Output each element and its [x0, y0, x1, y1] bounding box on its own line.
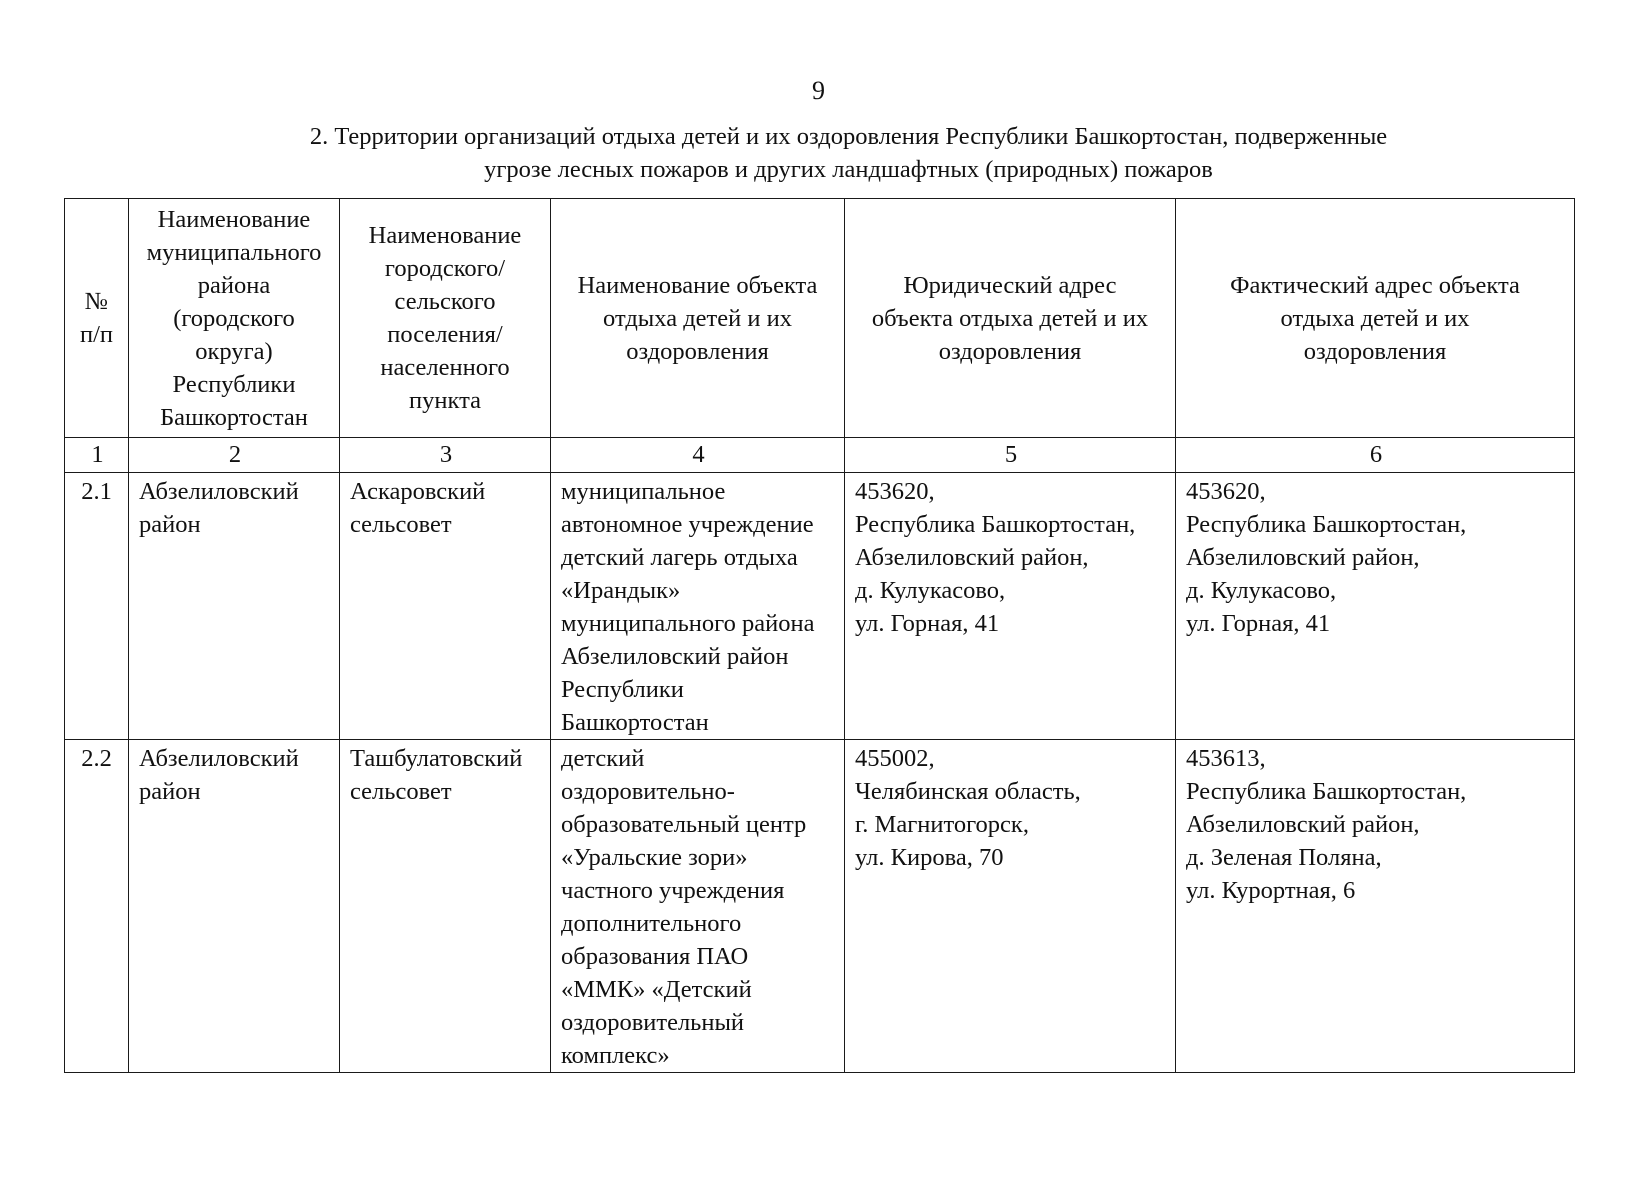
table-header-row [65, 199, 1575, 438]
object-cell: муниципальное автономное учреждение детский лагерь отдыха «Ирандык» муниципального района Абзелиловский район Республики Башкортостан [551, 473, 845, 740]
header-settlement: Наименование городского/ сельского поселения/ населенного пункта [340, 199, 551, 438]
column-number: 2 [129, 438, 340, 473]
header-actual-address: Фактический адрес объекта отдыха детей и их оздоровления [1176, 199, 1575, 438]
header-number: № п/п [65, 199, 129, 438]
table-row [65, 740, 1575, 1073]
page-number: 9 [812, 76, 825, 105]
header-district: Наименование муниципального района (городского округа) Республики Башкортостан [129, 199, 340, 438]
header-object: Наименование объекта отдыха детей и их оздоровления [551, 199, 845, 438]
object-cell: детский оздоровительно- образовательный центр «Уральские зори» частного учреждения дополнительного образования ПАО «ММК» «Детский оздоровительный комплекс» [551, 740, 845, 1073]
territories-table [64, 198, 1575, 1073]
column-number: 6 [1176, 438, 1575, 473]
column-number: 3 [340, 438, 551, 473]
legal-address-cell: 455002, Челябинская область, г. Магнитогорск, ул. Кирова, 70 [845, 740, 1176, 1073]
column-number-row [65, 438, 1575, 473]
settlement-cell: Ташбулатовский сельсовет [340, 740, 551, 1073]
column-number: 1 [65, 438, 129, 473]
column-number: 5 [845, 438, 1176, 473]
table-row [65, 473, 1575, 740]
settlement-cell: Аскаровский сельсовет [340, 473, 551, 740]
title-line-2: угрозе лесных пожаров и других ландшафтных (природных) пожаров [484, 156, 1213, 183]
actual-address-cell: 453613, Республика Башкортостан, Абзелиловский район, д. Зеленая Поляна, ул. Курортная, 6 [1176, 740, 1575, 1073]
row-number: 2.1 [65, 473, 129, 740]
title-line-1: 2. Территории организаций отдыха детей и их оздоровления Республики Башкортостан, подверженные [309, 123, 1388, 150]
row-number: 2.2 [65, 740, 129, 1073]
header-legal-address: Юридический адрес объекта отдыха детей и их оздоровления [845, 199, 1176, 438]
district-cell: Абзелиловский район [129, 473, 340, 740]
legal-address-cell: 453620, Республика Башкортостан, Абзелиловский район, д. Кулукасово, ул. Горная, 41 [845, 473, 1176, 740]
document-title [60, 120, 1637, 186]
district-cell: Абзелиловский район [129, 740, 340, 1073]
column-number: 4 [551, 438, 845, 473]
actual-address-cell: 453620, Республика Башкортостан, Абзелиловский район, д. Кулукасово, ул. Горная, 41 [1176, 473, 1575, 740]
